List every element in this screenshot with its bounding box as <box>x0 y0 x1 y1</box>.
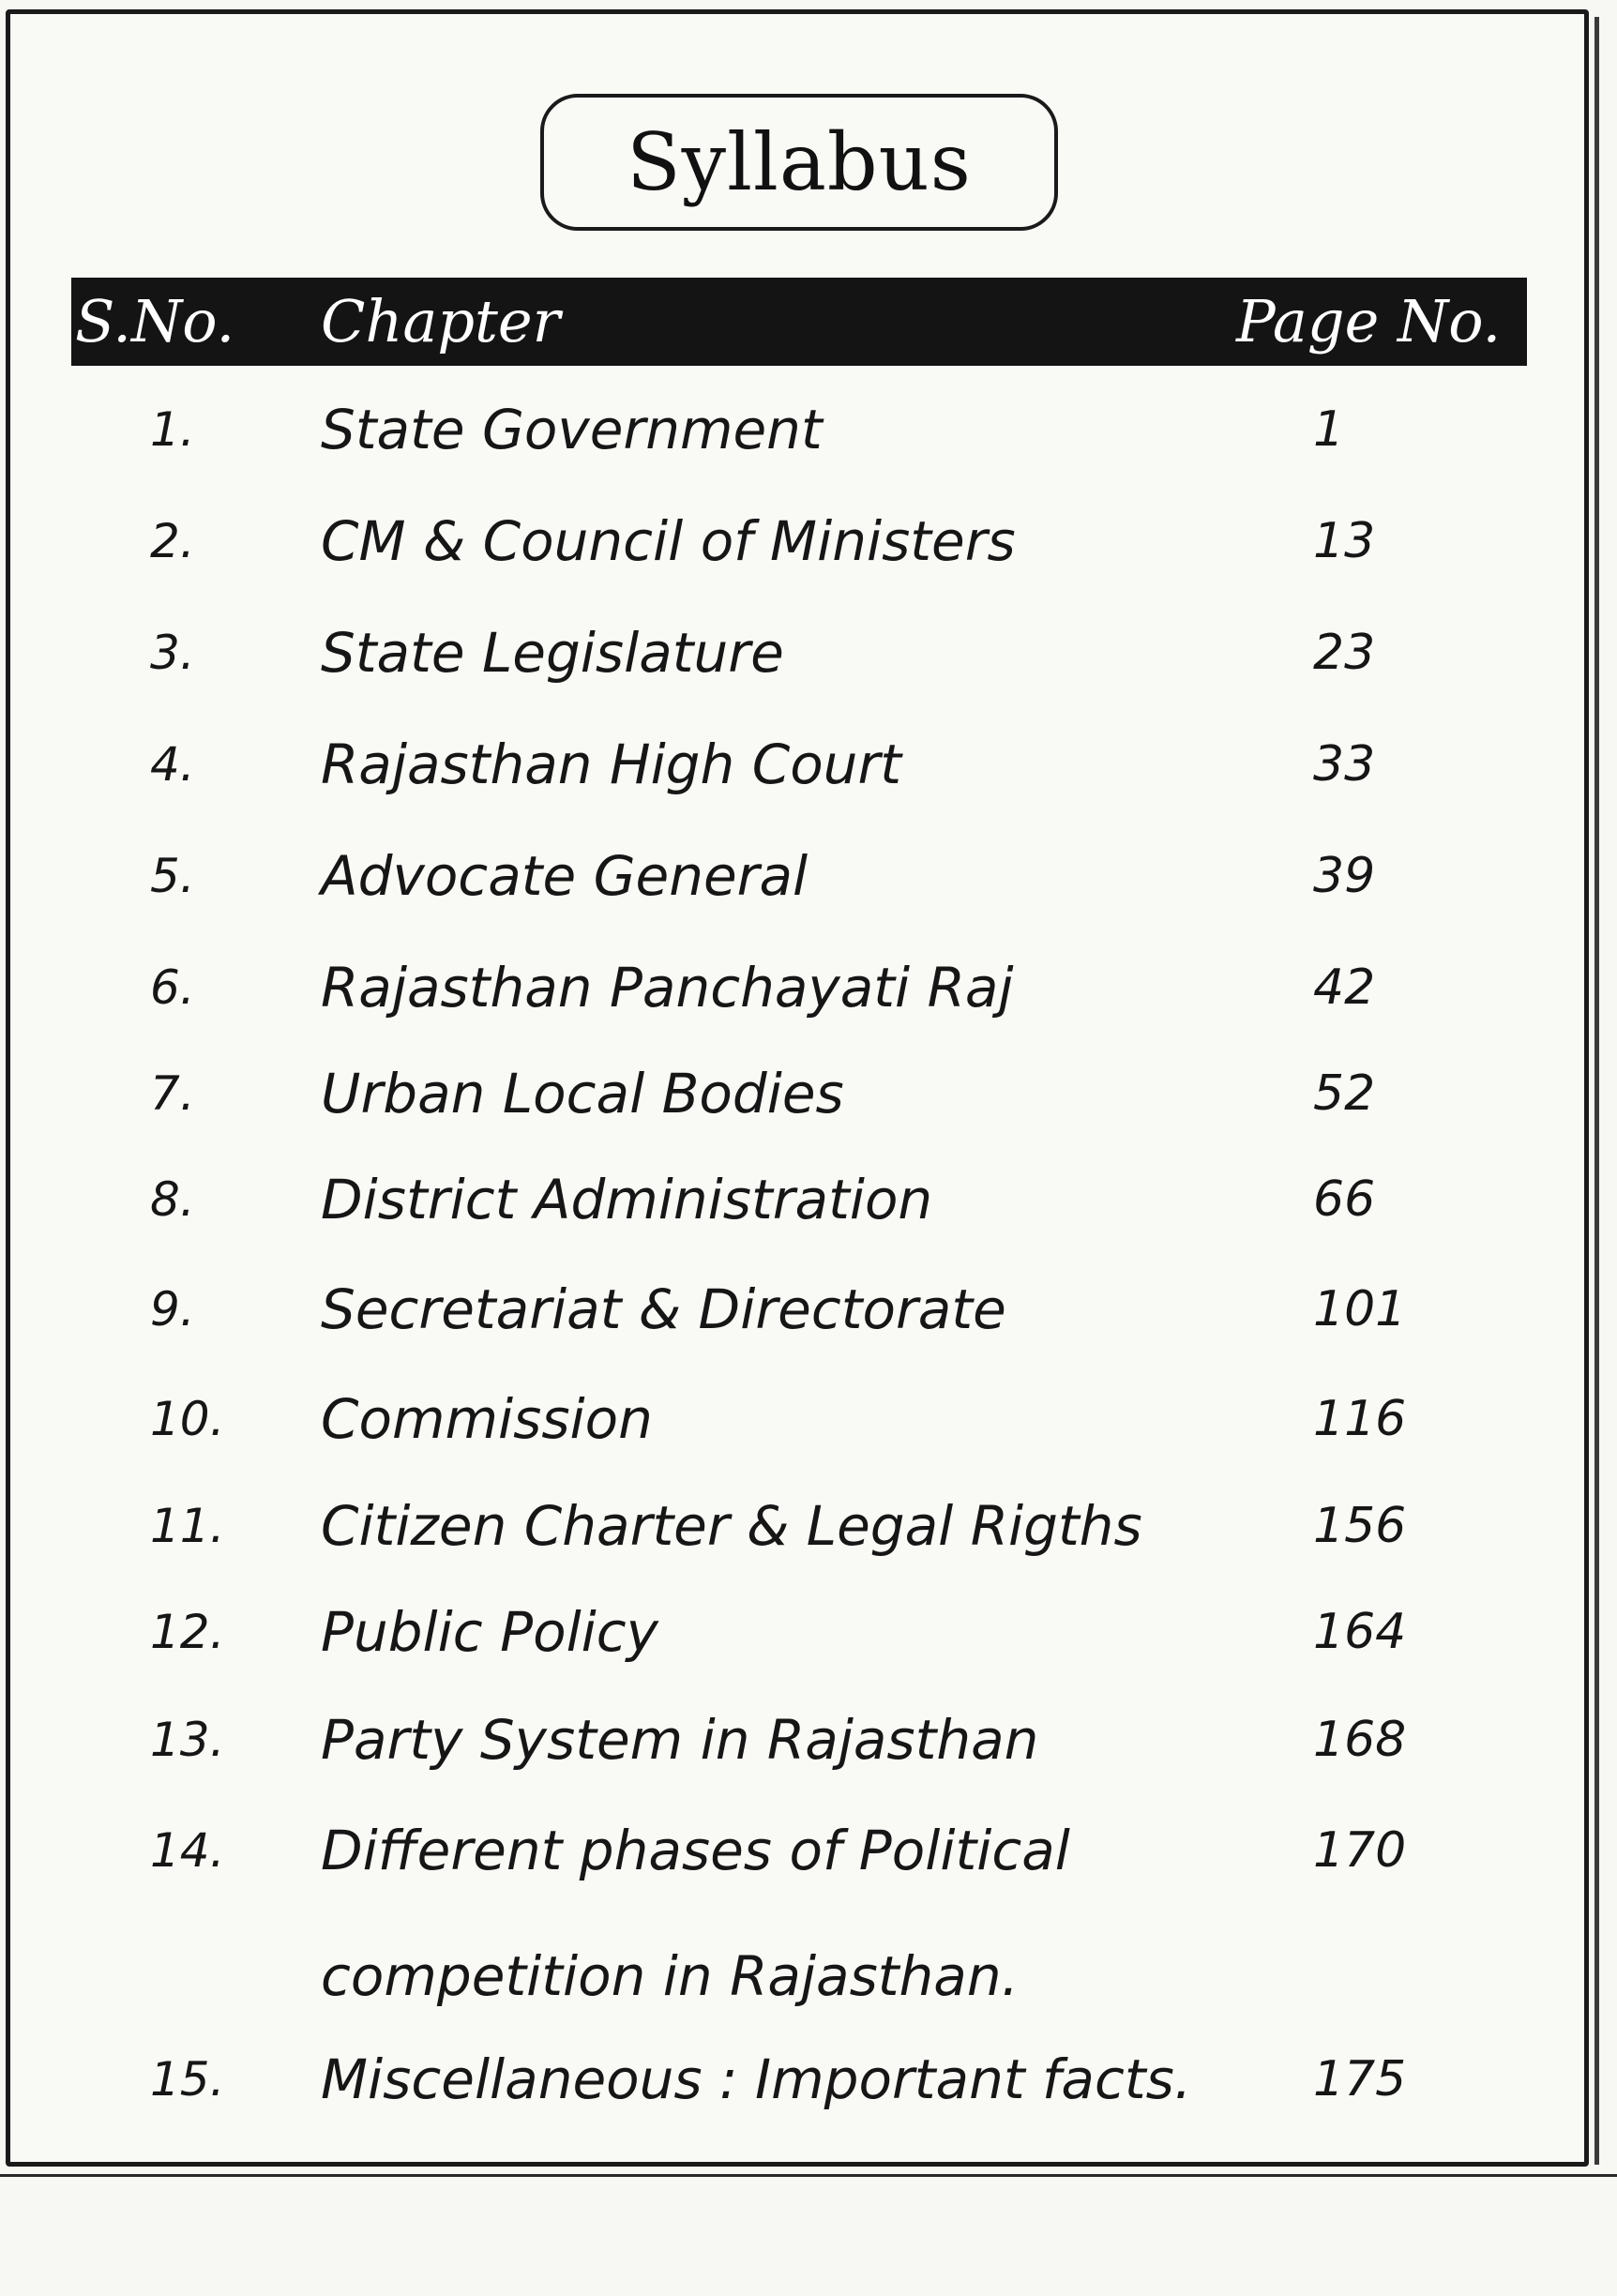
row-number: 5. <box>150 849 195 903</box>
page-title: Syllabus <box>627 116 972 208</box>
chapter-title: District Administration <box>321 1168 933 1231</box>
header-chapter: Chapter <box>321 287 561 355</box>
page-number: 52 <box>1313 1065 1376 1122</box>
row-number: 9. <box>150 1282 195 1337</box>
table-row <box>0 1148 1617 1251</box>
table-row <box>0 490 1617 593</box>
page-number: 101 <box>1313 1281 1407 1337</box>
page-number: 168 <box>1313 1712 1407 1768</box>
page-number: 66 <box>1313 1171 1376 1228</box>
row-number: 12. <box>150 1605 225 1659</box>
chapter-title: Advocate General <box>321 844 808 908</box>
table-row <box>0 1042 1617 1145</box>
row-number: 2. <box>150 514 195 568</box>
row-number: 13. <box>150 1713 225 1767</box>
page-number: 175 <box>1313 2051 1407 2107</box>
table-row <box>0 2028 1617 2131</box>
table-row <box>0 1474 1617 1578</box>
chapter-title: Secretariat & Directorate <box>321 1277 1006 1341</box>
row-number: 4. <box>150 737 195 792</box>
title-box <box>540 94 1058 231</box>
chapter-title: Rajasthan Panchayati Raj <box>321 956 1014 1020</box>
chapter-title: CM & Council of Ministers <box>321 509 1016 573</box>
chapter-title: State Government <box>321 398 823 461</box>
chapter-title: Miscellaneous : Important facts. <box>321 2047 1192 2111</box>
row-number: 6. <box>150 960 195 1015</box>
chapter-title: competition in Rajasthan. <box>321 1944 1020 2008</box>
page-number: 156 <box>1313 1498 1407 1554</box>
page-number: 116 <box>1313 1391 1407 1447</box>
page-number: 33 <box>1313 736 1376 793</box>
table-row <box>0 824 1617 928</box>
chapter-title: Urban Local Bodies <box>321 1062 844 1125</box>
chapter-title: Different phases of Political <box>321 1819 1070 1882</box>
page-number: 164 <box>1313 1604 1407 1660</box>
table-header <box>71 278 1527 366</box>
table-row <box>0 1258 1617 1361</box>
table-row <box>0 936 1617 1039</box>
chapter-title: Party System in Rajasthan <box>321 1708 1039 1772</box>
row-number: 8. <box>150 1172 195 1227</box>
table-row <box>0 1799 1617 1902</box>
chapter-title: State Legislature <box>321 621 784 685</box>
row-number: 14. <box>150 1823 225 1878</box>
table-row <box>0 1580 1617 1684</box>
page-number: 170 <box>1313 1822 1407 1879</box>
page-number: 39 <box>1313 848 1376 904</box>
page-number: 23 <box>1313 625 1376 681</box>
table-row <box>0 378 1617 481</box>
table-row <box>0 1367 1617 1471</box>
page-number: 42 <box>1313 959 1376 1016</box>
header-page-no: Page No. <box>1236 287 1502 355</box>
table-row-continuation <box>0 1925 1617 2028</box>
row-number: 11. <box>150 1499 225 1553</box>
chapter-title: Commission <box>321 1387 653 1451</box>
page-bottom-rule <box>0 2174 1617 2177</box>
header-sno: S.No. <box>75 287 235 355</box>
row-number: 7. <box>150 1066 195 1121</box>
table-row <box>0 601 1617 704</box>
table-row <box>0 1688 1617 1791</box>
row-number: 10. <box>150 1392 225 1446</box>
chapter-title: Citizen Charter & Legal Rigths <box>321 1494 1142 1558</box>
row-number: 15. <box>150 2052 225 2107</box>
page-number: 13 <box>1313 513 1376 569</box>
table-row <box>0 713 1617 816</box>
page-number: 1 <box>1313 401 1345 458</box>
row-number: 3. <box>150 626 195 680</box>
chapter-title: Rajasthan High Court <box>321 733 902 796</box>
row-number: 1. <box>150 402 195 457</box>
chapter-title: Public Policy <box>321 1600 659 1664</box>
